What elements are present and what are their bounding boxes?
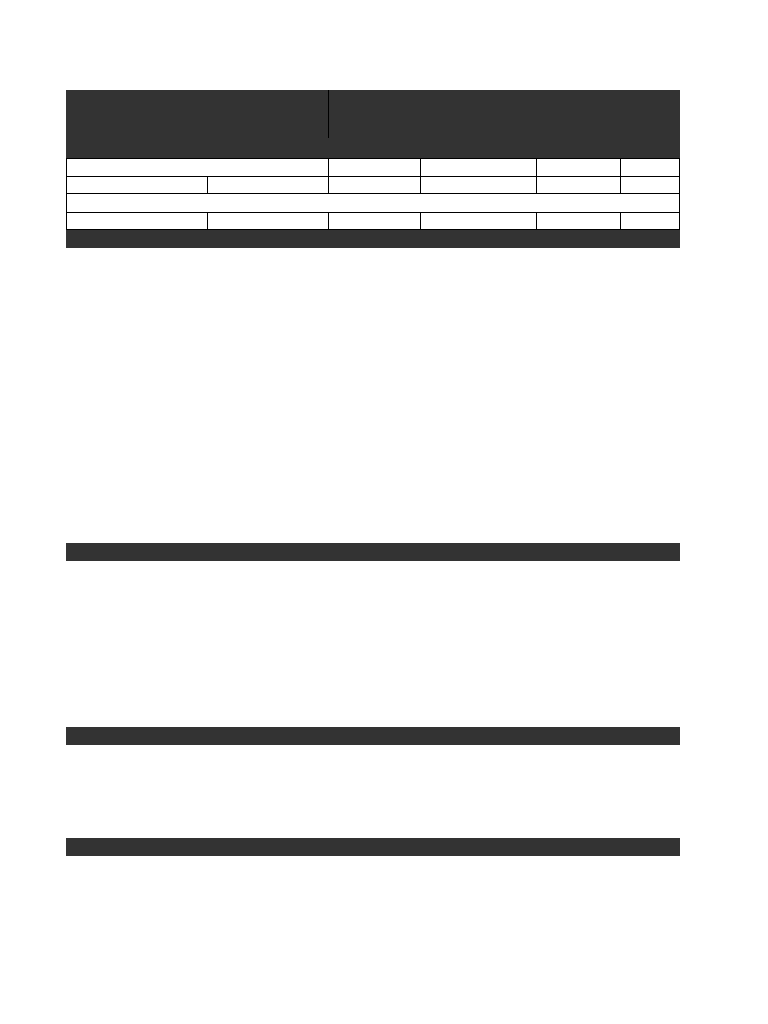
section-ts-header bbox=[66, 230, 680, 248]
subtitle-row bbox=[66, 138, 680, 158]
section-vent-dimension-header bbox=[66, 838, 680, 856]
spacer-row bbox=[66, 177, 680, 194]
section-vent-length-header bbox=[66, 727, 680, 745]
instruction-note-row bbox=[66, 194, 680, 213]
spacer-row bbox=[66, 213, 680, 230]
section-box-header bbox=[66, 543, 680, 561]
koizumi-row bbox=[66, 158, 680, 177]
title-block bbox=[66, 90, 680, 138]
spreadsheet bbox=[66, 90, 680, 894]
